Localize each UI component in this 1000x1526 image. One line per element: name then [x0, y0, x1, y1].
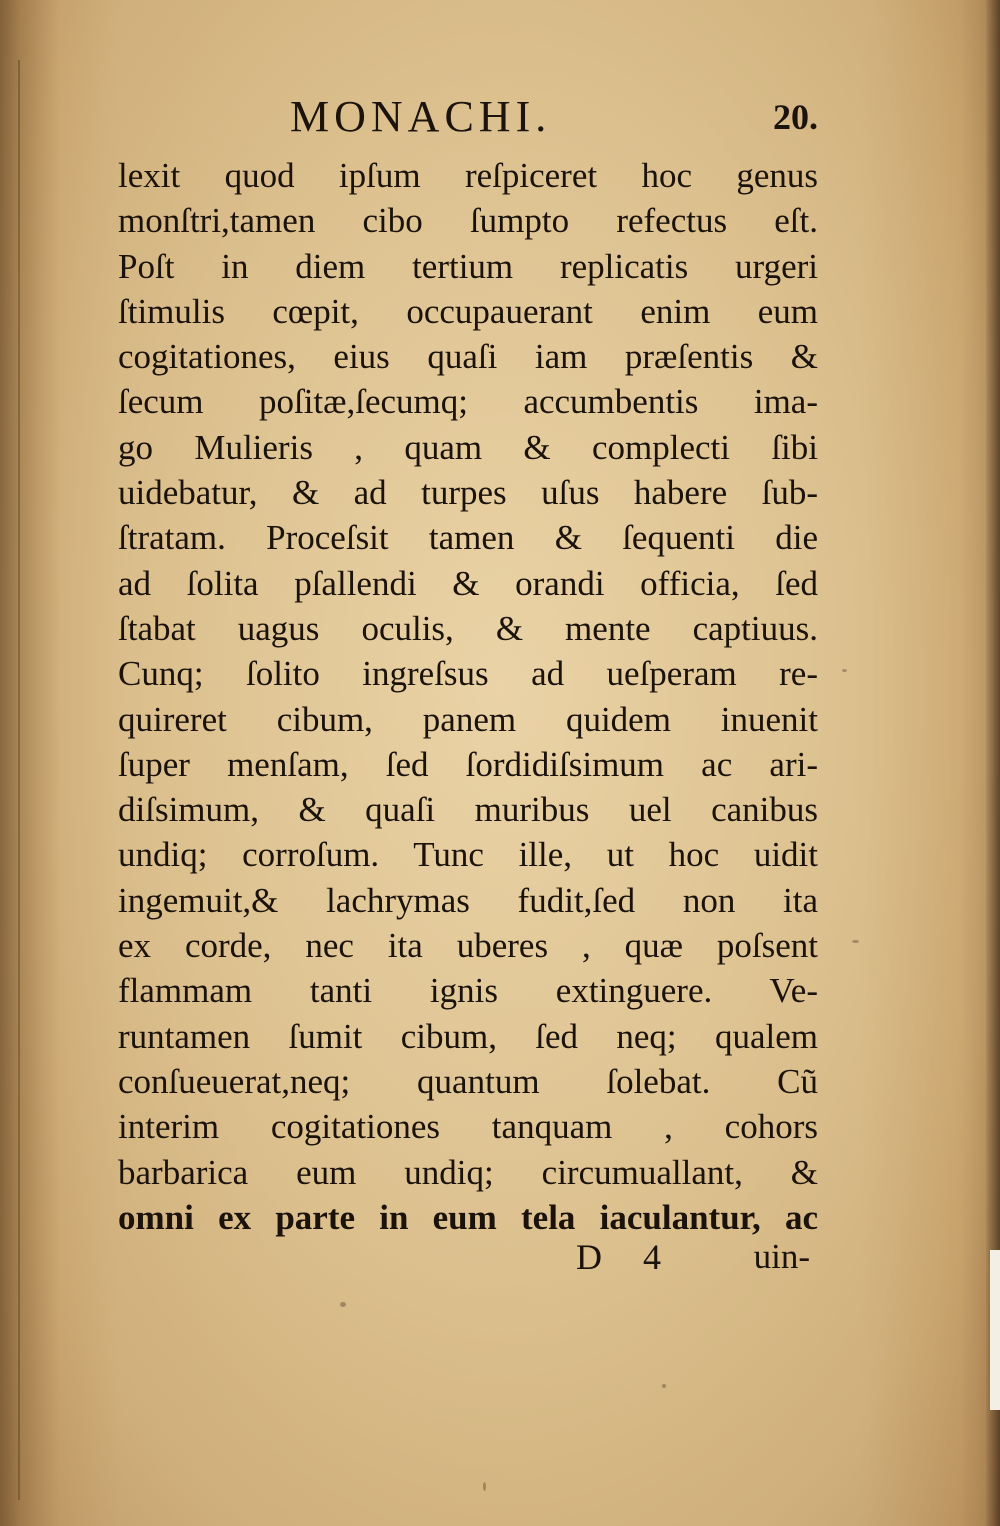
- text-line: quireret cibum, panem quidem inuenit: [118, 699, 818, 739]
- text-line: Poſt in diem tertium replicatis urgeri: [118, 246, 818, 286]
- text-line: runtamen ſumit cibum, ſed neq; qualem: [118, 1016, 818, 1056]
- text-line: monſtri,tamen cibo ſumpto refectus eſt.: [118, 201, 818, 241]
- paper-speck: [483, 1482, 486, 1491]
- page-footer: [118, 1234, 810, 1280]
- text-line: lexit quod ipſum reſpiceret hoc genus: [118, 156, 818, 195]
- text-line: ſtimulis cœpit, occupauerant enim eum: [118, 291, 818, 331]
- text-line: ſecum poſitæ,ſecumq; accumbentis ima-: [118, 382, 818, 422]
- page-header: [118, 92, 818, 142]
- text-line: conſueuerat,neq; quantum ſolebat. Cũ: [118, 1061, 818, 1101]
- text-line: ſuper menſam, ſed ſordidiſsimum ac ari-: [118, 744, 818, 784]
- text-line: Cunq; ſolito ingreſsus ad ueſperam re-: [118, 654, 818, 694]
- text-line: go Mulieris , quam & complecti ſibi: [118, 427, 818, 467]
- paper-speck: [842, 669, 847, 672]
- text-block: [118, 153, 818, 1240]
- text-line: interim cogitationes tanquam , cohors: [118, 1107, 818, 1147]
- page-edge-tab: [990, 1250, 1000, 1410]
- text-line: undiq; corroſum. Tunc ille, ut hoc uidit: [118, 835, 818, 875]
- text-line: flammam tanti ignis extinguere. Ve-: [118, 971, 818, 1011]
- text-line: omni ex parte in eum tela iaculantur, ac: [118, 1197, 818, 1237]
- paper-speck: [662, 1384, 666, 1388]
- catchword: uin-: [753, 1237, 810, 1276]
- signature-mark: D 4: [576, 1237, 677, 1277]
- paper-speck: [340, 1302, 346, 1307]
- text-line: diſsimum, & quaſi muribus uel canibus: [118, 790, 818, 830]
- text-line: uidebatur, & ad turpes uſus habere ſub-: [118, 473, 818, 513]
- text-line: ſtratam. Proceſsit tamen & ſequenti die: [118, 518, 818, 558]
- running-head: MONACHI.: [290, 92, 552, 141]
- text-line: ingemuit,& lachrymas fudit,ſed non ita: [118, 880, 818, 920]
- text-line: ad ſolita pſallendi & orandi officia, ſed: [118, 563, 818, 603]
- binding-crease: [18, 60, 20, 1500]
- text-line: cogitationes, eius quaſi iam præſentis &: [118, 337, 818, 377]
- text-line: ſtabat uagus oculis, & mente captiuus.: [118, 608, 818, 648]
- binding-shadow: [0, 0, 60, 1526]
- text-line: barbarica eum undiq; circumuallant, &: [118, 1152, 818, 1192]
- paper-speck: [852, 940, 859, 943]
- text-line: ex corde, nec ita uberes , quæ poſsent: [118, 926, 818, 966]
- folio-number: 20.: [773, 97, 818, 137]
